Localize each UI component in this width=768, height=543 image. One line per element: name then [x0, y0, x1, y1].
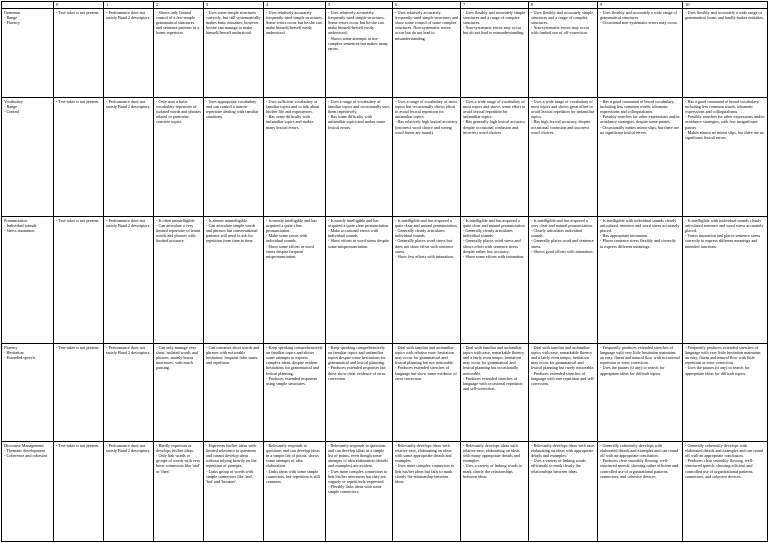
descriptor-cell [683, 97, 768, 216]
criterion-line: - Thematic development [4, 447, 45, 453]
descriptor-text: - Uses more complex connectors to link his/her ideas but fails to mark clearly the relationship between ideas. [395, 463, 455, 485]
band-header-0: 0 [54, 2, 104, 9]
header-corner [2, 2, 54, 9]
descriptor-cell [264, 8, 326, 97]
descriptor-text: - Generally clearly articulates individual sounds. [463, 228, 513, 239]
descriptor-cell [529, 97, 598, 216]
descriptor-text: - Has high lexical accuracy, despite occasional confusion and incorrect word choices. [531, 119, 591, 135]
descriptor-cell [264, 216, 326, 343]
criterion-line: - Range [4, 14, 18, 20]
descriptor-cell [326, 343, 393, 441]
descriptor-text: - Relevantly develops ideas with relative ease, elaborating on ideas with many appropriate details and examples. [463, 442, 520, 464]
descriptor-text: - Has a good command of broad vocabulary, including less common words, idiomatic expressions and colloquialisms. [685, 98, 760, 114]
descriptor-cell [204, 216, 264, 343]
descriptor-cell [598, 343, 683, 441]
descriptor-text: - Frequently produces extended stretches of language with very little hesitation maintains an easy, fluent and natural flow with little repetition or error correction. [685, 344, 761, 366]
criterion-line: - Stress intonation [4, 228, 35, 233]
criterion-line: - Control [4, 109, 20, 114]
descriptor-cell [154, 8, 204, 97]
descriptor-text: - Produces extended stretches of language with rare repetition and self-correction. [531, 370, 595, 387]
band-header-5: 5 [326, 2, 393, 9]
criterion-line: - Hesitation [4, 349, 24, 355]
descriptor-text: - Is mostly intelligible and has acquired a quite clear pronunciation. [266, 217, 317, 233]
descriptor-text: - Relevantly responds to questions and can develop ideas in a simple list of points, even though some attempts of idea elaboration (details and examples) are evident. [328, 442, 388, 469]
descriptor-cell [204, 441, 264, 541]
descriptor-cell [393, 8, 461, 97]
descriptor-text: - Non-systematic errors may occur with limited use of off-correction. [531, 25, 590, 36]
descriptor-text: - Performance does not satisfy Band 2 descriptors. [106, 217, 151, 228]
descriptor-text: - Generally places word and sentence stress. [531, 238, 594, 249]
descriptor-text: - Produces extended stretches of language but show some evidence of error correction. [395, 365, 457, 381]
descriptor-text: - Uses relatively accurately frequently-used simple structures. Some errors occur but he/she can make himself/herself easily understood. [328, 9, 385, 36]
descriptor-text: - Occasionally makes minor slips, but there are no significant lexical errors. [600, 124, 679, 135]
descriptor-text: - Hardly expresses or develops his/her ideas. [156, 442, 195, 453]
band-header-10: 10 [683, 2, 768, 9]
descriptor-text: - Is intelligible and has acquired a quite clear and natural pronunciation. [463, 217, 526, 228]
descriptor-text: - Uses a wide range of vocabulary of most topics and shows great effort to avoid lexical repetition for unfamiliar topics. [531, 98, 595, 120]
descriptor-cell [154, 343, 204, 441]
criterion-label [2, 441, 54, 541]
descriptor-cell [154, 441, 204, 541]
descriptor-text: - Generally coherently develops with elaborated details and examples and can round off with an appropriate conclusion. [685, 442, 764, 458]
descriptor-text: - Makes almost no minor slips, but there are no significant lexical errors. [685, 129, 765, 141]
descriptor-text: - Shows only limited control of a few simple grammatical structures and sentence patterns in a learnt repertoire. [156, 9, 200, 36]
criterion-line: Vocabulary [4, 98, 23, 104]
criterion-line: - Coherence and cohesion [4, 453, 48, 458]
descriptor-text: - Has appropriate intonation. [600, 233, 649, 239]
band-header-4: 4 [264, 2, 326, 9]
descriptor-text: - Test-taker is not present. [56, 9, 100, 15]
descriptor-text: - Uses the pauses (if any) to search for appropriate ideas for difficult topics. [685, 365, 750, 376]
criterion-line: - Range [4, 103, 18, 109]
descriptor-cell [204, 8, 264, 97]
descriptor-text: - Show some efforts in word stress despite frequent mispronunciation. [266, 243, 314, 260]
descriptor-text: - Show efforts in word stress despite some mispronunciation. [328, 238, 390, 249]
criterion-line: Discourse Management [4, 442, 44, 448]
descriptor-cell [683, 216, 768, 343]
descriptor-text: - Uses a range of vocabulary of most topics but occasionally shows effort to avoid lexical repetition for unfamiliar topics. [395, 98, 457, 120]
descriptor-cell [598, 8, 683, 97]
descriptor-text: - Deal with familiar and unfamiliar topics with relative ease; hesitation may occur for grammatical and lexical planning but not noticeable. [395, 344, 454, 366]
criterion-label [2, 97, 54, 216]
descriptor-text: - Places sentence stress flexibly and correctly to express different meanings. [600, 238, 677, 249]
descriptor-text: - Links group of words with simple connectors like 'and', 'but' and 'because'. [206, 468, 254, 485]
descriptor-text: - Links ideas with some simple connectors, but repetition is still common. [266, 468, 320, 485]
criterion-line: Grammar [4, 9, 21, 15]
header-row [2, 2, 768, 9]
descriptor-text: - Uses relatively accurately frequently-used simple structures. Some errors occur but he/she can make himself/herself easily understood. [266, 9, 323, 36]
band-header-3: 3 [204, 2, 264, 9]
descriptor-text: - Is intelligible and has acquired a quite clear and natural pronunciation. [395, 217, 458, 228]
descriptor-text: - Test-taker is not present. [56, 98, 100, 104]
descriptor-text: - Frequently produces extended stretches of language with very little hesitation maintains an easy, fluent and natural flow with occasional repetition or error correction. [600, 344, 680, 366]
descriptor-text: - Has a good command of broad vocabulary, including less common words, idiomatic expressions and colloquialisms. [600, 98, 675, 114]
descriptor-text: - Uses appropriate vocabulary and can control a narrow repertoire dealing with familiar situations. [206, 98, 259, 120]
descriptor-text: - Uses flexibly and accurately a wide range of grammatical forms and hardly makes mistakes. [685, 9, 765, 20]
descriptor-cell [461, 8, 529, 97]
criterion-line: - Fluency [4, 20, 20, 25]
descriptor-text: - Produces clear smoothly flowing, well-structured speech, showing rather efficient and controlled use of organizational patterns, connectors, and cohesive devices. [600, 458, 679, 479]
descriptor-cell [683, 8, 768, 97]
descriptor-cell [529, 216, 598, 343]
criterion-line: - Individual sounds [4, 222, 37, 228]
descriptor-text: - Produces clear smoothly flowing, well-structured speech, showing efficient and controlled use of organizational patterns, connectors, and cohesive devices. [685, 458, 754, 479]
descriptor-text: - Produces extended stretches of language with occasional repetition and self-correction. [463, 375, 523, 392]
descriptor-cell [529, 441, 598, 541]
descriptor-cell [154, 97, 204, 216]
descriptor-cell [264, 441, 326, 541]
criterion-line: - Extended speech [4, 355, 35, 360]
descriptor-cell [461, 343, 529, 441]
criterion-line: Fluency [4, 344, 18, 350]
descriptor-cell [154, 216, 204, 343]
criterion-label [2, 8, 54, 97]
descriptor-text: - Has generally high lexical accuracy despite occasional confusion and incorrect word choices. [463, 119, 526, 135]
descriptor-text: - Is mostly intelligible and has acquired a quite clear pronunciation. [328, 217, 390, 228]
descriptor-text: - Is intelligible with individual sounds clearly articulated, sentence and word stress accurately placed. [600, 217, 680, 233]
descriptor-text: - Relevantly develops ideas with relative ease, elaborating on ideas with some appropriate details and examples. [395, 442, 452, 464]
descriptor-text: - Uses the pauses (if any) to search for appropriate ideas for difficult topics. [600, 365, 665, 376]
descriptor-text: - Expresses his/her ideas with limited relevance to questions and cannot develop ideas without relying heavily on the repetition of prompts. [206, 442, 257, 469]
descriptor-text: - Performance does not satisfy Band 2 descriptors. [106, 344, 151, 355]
speaking-rubric-table [1, 1, 768, 542]
descriptor-cell [104, 8, 154, 97]
descriptor-text: - Generally coherently develops with elaborated details and examples and can round off with an appropriate conclusion. [600, 442, 679, 458]
descriptor-cell [598, 216, 683, 343]
descriptor-text: - Show few efforts with intonation. [395, 254, 454, 260]
descriptor-text: - Only link words or groups of words with very basic connectors like 'and' or 'then'. [156, 453, 201, 474]
descriptor-text: - Relevantly responds to questions and can develop ideas in a simple list of points, shows some attempts of idea elaboration. [266, 442, 320, 469]
descriptor-cell [393, 441, 461, 541]
descriptor-text: - Is almost unintelligible. [206, 217, 249, 223]
band-header-1: 1 [104, 2, 154, 9]
descriptor-cell [529, 8, 598, 97]
descriptor-cell [264, 97, 326, 216]
descriptor-text: - Is intelligible and has acquired a very clear and natural pronunciation. [531, 217, 593, 228]
descriptor-cell [104, 441, 154, 541]
descriptor-text: - Uses some simple structures correctly, but still systematically makes basic mistakes; however, he/she can manage to make himself/herself understood. [206, 9, 261, 36]
descriptor-text: - Can articulate simple words and phrases but conversational partners will need to ask for repetition from time to time. [206, 222, 258, 244]
descriptor-text: - Has some difficulty with unfamiliar topics and makes many lexical errors. [266, 114, 314, 130]
band-header-6: 6 [393, 2, 461, 9]
rubric-body [2, 8, 768, 541]
descriptor-text: - Performance does not satisfy Band 2 descriptors. [106, 442, 151, 453]
descriptor-text: - Uses more complex connectors to link his/her utterances but they are vaguely or repetitively expressed. [328, 468, 388, 485]
descriptor-text: - Generally clearly articulates individual sounds. [395, 228, 445, 239]
descriptor-cell [461, 97, 529, 216]
descriptor-cell [104, 216, 154, 343]
descriptor-text: - Uses flexibly and accurately a wide range of grammatical structures [600, 9, 677, 20]
descriptor-text: - Can only manage very short, isolated words and phrases, mainly learnt utterances, with much pausing. [156, 344, 198, 371]
criterion-line: Pronunciation [4, 217, 28, 223]
descriptor-cell [598, 97, 683, 216]
criterion-label [2, 343, 54, 441]
descriptor-text: - Shows some attempts to use complex sentences but makes many errors. [328, 35, 389, 52]
descriptor-text: - Make occasional errors with individual sounds. [328, 228, 378, 239]
descriptor-cell [54, 441, 104, 541]
descriptor-text: - Possibly searches for other expressions and/or avoidance strategies, with few insignificant pauses. [685, 114, 765, 130]
criterion-row [2, 97, 768, 216]
descriptor-text: - Generally places word stress and shows effort with sentence stress despite rather low accuracy. [463, 238, 521, 254]
criterion-row [2, 441, 768, 541]
descriptor-text: - Non-systematic errors may occur but do not lead to misunderstanding. [463, 25, 525, 36]
descriptor-text: - Clearly articulates individual sounds. [531, 228, 583, 239]
descriptor-text: - Is often unintelligible. [156, 217, 196, 223]
descriptor-cell [393, 343, 461, 441]
descriptor-text: - Keep speaking comprehensively on familiar topics and unfamiliar topics despite some hesitations for grammatical and lexical planning. [328, 344, 386, 366]
descriptor-text: - Keep speaking comprehensively on familiar topics and shows some attempts to express complex ideas, despite evident hesitations for grammatical and lexical planning. [266, 344, 323, 376]
descriptor-text: - Only uses a basic vocabulary repertoire of isolated words and phrases related to particular concrete topics. [156, 98, 202, 125]
descriptor-text: - Produces extended responses but these show clear evidence of error correction. [328, 365, 386, 381]
band-header-7: 7 [461, 2, 529, 9]
descriptor-cell [326, 97, 393, 216]
descriptor-cell [104, 97, 154, 216]
descriptor-cell [326, 8, 393, 97]
descriptor-text: - Shows good efforts with intonation. [531, 248, 594, 254]
descriptor-text: - Has some difficulty with unfamiliar topics and makes some lexical errors. [328, 114, 386, 130]
descriptor-text: - Occasional non-systematic errors may occur. [600, 20, 678, 25]
descriptor-cell [461, 441, 529, 541]
descriptor-text: - Uses flexibly and accurately simple structures and a range of complex structures. [531, 9, 594, 25]
descriptor-text: - Deal with familiar and unfamiliar topics with ease, remarkable fluency and a fairly even tempo, hesitation may occur for grammatical and lexical planning but rarely noticeable. [531, 344, 595, 371]
descriptor-text: - Test-taker is not present. [56, 344, 100, 350]
descriptor-text: - Deal with familiar and unfamiliar topics with ease, remarkable fluency and a fairly even tempo, hesitation may occur for grammatical and lexical planning but occasionally noticeable. [463, 344, 525, 376]
criterion-row [2, 8, 768, 97]
descriptor-text: - Is intelligible with individual sounds clearly articulated sentence and word stress accurately placed. [685, 217, 764, 233]
descriptor-text: - Uses a variety of linking words to mark clearly the relationships between ideas. [463, 463, 523, 479]
descriptor-text: - Produces extended responses using simple structures. [266, 375, 318, 387]
descriptor-text: - Flexibly links ideas with some simple connectors. [328, 484, 382, 495]
descriptor-text: - Can construct short words and phrases with noticeable hesitation, frequent false starts, and repetition. [206, 344, 260, 366]
descriptor-text: - Make some errors with individual sounds. [266, 233, 308, 244]
descriptor-text: - Uses a variety of linking words efficiently to mark clearly the relationships between ideas. [531, 458, 586, 474]
descriptor-cell [264, 343, 326, 441]
descriptor-cell [393, 216, 461, 343]
descriptor-text: - Uses flexibly and accurately simple structures and a range of complex structures. [463, 9, 526, 25]
descriptor-cell [683, 343, 768, 441]
descriptor-cell [54, 8, 104, 97]
descriptor-text: - Uses relatively accurately frequently-used simple structures and show some control of some complex structures. Non-systematic errors occur but do not lead to misunderstanding. [395, 9, 458, 41]
descriptor-text: - Test-taker is not present. [56, 442, 100, 448]
descriptor-cell [54, 97, 104, 216]
descriptor-cell [683, 441, 768, 541]
descriptor-cell [326, 216, 393, 343]
descriptor-cell [54, 216, 104, 343]
descriptor-cell [104, 343, 154, 441]
descriptor-text: - Generally places word stress but does not show effort with sentence stress. [395, 238, 454, 254]
descriptor-text: - Uses a wide range of vocabulary of most topics and shows some effort to avoid lexical repetition for unfamiliar topics. [463, 98, 526, 120]
band-header-9: 9 [598, 2, 683, 9]
descriptor-text: - Uses sufficient vocabulary of familiar topics and to talk about his/her life and experiences. [266, 98, 320, 114]
descriptor-cell [461, 216, 529, 343]
descriptor-cell [326, 441, 393, 541]
descriptor-text: - Uses a range of vocabulary of familiar topics and occasionally uses them repetitively. [328, 98, 390, 114]
criterion-row [2, 343, 768, 441]
descriptor-text: - Performance does not satisfy Band 2 descriptors. [106, 9, 151, 20]
descriptor-cell [54, 343, 104, 441]
descriptor-text: - Show some efforts with intonation. [463, 254, 525, 260]
band-header-2: 2 [154, 2, 204, 9]
descriptor-text: - Varies intonation and places sentence stress correctly to express different meanings and intended functions. [685, 233, 761, 249]
descriptor-text: - Test-taker is not present. [56, 217, 100, 223]
descriptor-text: - Relevantly develops ideas with ease, elaborating on ideas with appropriate details and examples. [531, 442, 595, 458]
band-header-8: 8 [529, 2, 598, 9]
descriptor-text: - Has relatively high lexical accuracy (incorrect word choice and wrong word forms are found). [395, 119, 458, 135]
descriptor-cell [529, 343, 598, 441]
descriptor-text: - Performance does not satisfy Band 2 descriptors. [106, 98, 151, 109]
descriptor-cell [204, 97, 264, 216]
descriptor-cell [204, 343, 264, 441]
criterion-label [2, 216, 54, 343]
criterion-row [2, 216, 768, 343]
descriptor-cell [393, 97, 461, 216]
descriptor-text: - Can articulate a very limited repertoire of learnt words and phrases with limited accuracy. [156, 222, 201, 244]
descriptor-text: - Possibly searches for other expressions and/or avoidance strategies, despite some pauses. [600, 114, 680, 125]
descriptor-cell [598, 441, 683, 541]
